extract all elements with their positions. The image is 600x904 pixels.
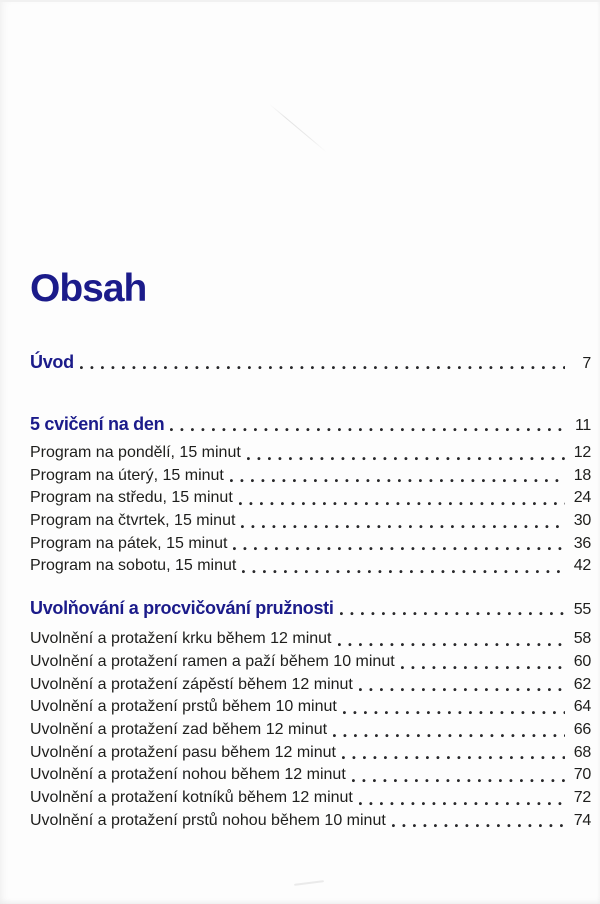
toc-entry-label: Uvolnění a protažení nohou během 12 minut — [30, 766, 346, 784]
toc-entry-page-number: 68 — [573, 743, 591, 761]
toc-entry-row — [30, 674, 591, 697]
table-of-contents — [30, 350, 591, 832]
dot-leader — [230, 479, 565, 483]
toc-entry-row — [30, 510, 591, 533]
toc-entry-label: Uvolnění a protažení prstů nohou během 10 minut — [30, 811, 386, 829]
toc-entry-row — [30, 465, 591, 488]
toc-entry-label: Program na čtvrtek, 15 minut — [30, 512, 236, 530]
toc-entry-label: Uvolnění a protažení krku během 12 minut — [30, 630, 332, 648]
scan-artifact-scratch — [269, 104, 326, 152]
dot-leader — [359, 688, 565, 692]
toc-section-page-number: 7 — [582, 355, 591, 372]
dot-leader — [342, 756, 565, 760]
toc-entry-page-number: 66 — [573, 720, 591, 738]
dot-leader — [343, 711, 565, 715]
toc-entry-page-number: 24 — [573, 489, 591, 507]
toc-entry-page-number: 60 — [573, 652, 591, 670]
toc-entry-row — [30, 787, 591, 810]
toc-entry-page-number: 12 — [573, 444, 591, 461]
toc-entry-row — [30, 696, 591, 719]
toc-entry-row — [30, 487, 591, 510]
dot-leader — [239, 502, 565, 506]
dot-leader — [352, 779, 565, 783]
dot-leader — [247, 457, 565, 461]
toc-entry-row — [30, 533, 591, 556]
page-title: Obsah — [30, 267, 147, 310]
toc-entry-page-number: 70 — [573, 766, 591, 784]
toc-entry-page-number: 42 — [573, 557, 591, 575]
toc-entry-row — [30, 651, 591, 674]
toc-section-page-number: 11 — [574, 417, 591, 434]
dot-leader — [242, 570, 565, 574]
dot-leader — [359, 802, 565, 806]
dot-leader — [401, 666, 565, 670]
toc-entry-row — [30, 764, 591, 787]
toc-entry-label: Uvolnění a protažení zápěstí během 12 minut — [30, 675, 353, 693]
scan-artifact-smudge — [294, 880, 324, 886]
toc-section-label: Úvod — [30, 352, 74, 372]
toc-entry-row — [30, 719, 591, 742]
toc-entry-label: Program na středu, 15 minut — [30, 489, 233, 507]
toc-entry-label: Uvolnění a protažení prstů během 10 minut — [30, 698, 337, 716]
toc-entry-label: Program na sobotu, 15 minut — [30, 557, 237, 575]
toc-entry-row — [30, 555, 591, 578]
dot-leader — [338, 643, 566, 647]
dot-leader — [340, 612, 565, 616]
dot-leader — [241, 525, 565, 529]
toc-entry-label: Uvolnění a protažení pasu během 12 minut — [30, 743, 336, 761]
toc-entry-row — [30, 628, 591, 651]
toc-entry-page-number: 58 — [573, 630, 591, 648]
toc-section-page-number: 55 — [573, 601, 591, 619]
toc-entry-row — [30, 442, 591, 465]
toc-entry-label: Program na pondělí, 15 minut — [30, 444, 241, 461]
toc-entry-row — [30, 742, 591, 765]
toc-entry-label: Uvolnění a protažení kotníků během 12 minut — [30, 788, 353, 806]
dot-leader — [80, 366, 565, 370]
toc-section-label: 5 cvičení na den — [30, 414, 165, 434]
toc-entry-page-number: 74 — [573, 811, 591, 829]
dot-leader — [392, 824, 565, 828]
toc-section-row — [30, 350, 591, 374]
toc-entry-page-number: 64 — [573, 698, 591, 716]
dot-leader — [333, 734, 565, 738]
toc-section-row — [30, 412, 591, 436]
toc-entry-label: Uvolnění a protažení zad během 12 minut — [30, 720, 328, 738]
toc-entry-label: Program na úterý, 15 minut — [30, 466, 224, 484]
dot-leader — [233, 547, 565, 551]
toc-entry-label: Uvolnění a protažení ramen a paží během 10 minut — [30, 652, 395, 670]
toc-section-row — [30, 596, 591, 620]
toc-section-label: Uvolňování a procvičování pružnosti — [30, 598, 334, 619]
toc-entry-page-number: 62 — [573, 675, 591, 693]
toc-entry-page-number: 72 — [573, 788, 591, 806]
toc-entry-page-number: 36 — [573, 534, 591, 552]
toc-entry-page-number: 18 — [573, 466, 591, 484]
toc-entry-row — [30, 810, 591, 833]
toc-entry-label: Program na pátek, 15 minut — [30, 534, 228, 552]
dot-leader — [170, 428, 565, 432]
toc-entry-page-number: 30 — [573, 512, 591, 530]
